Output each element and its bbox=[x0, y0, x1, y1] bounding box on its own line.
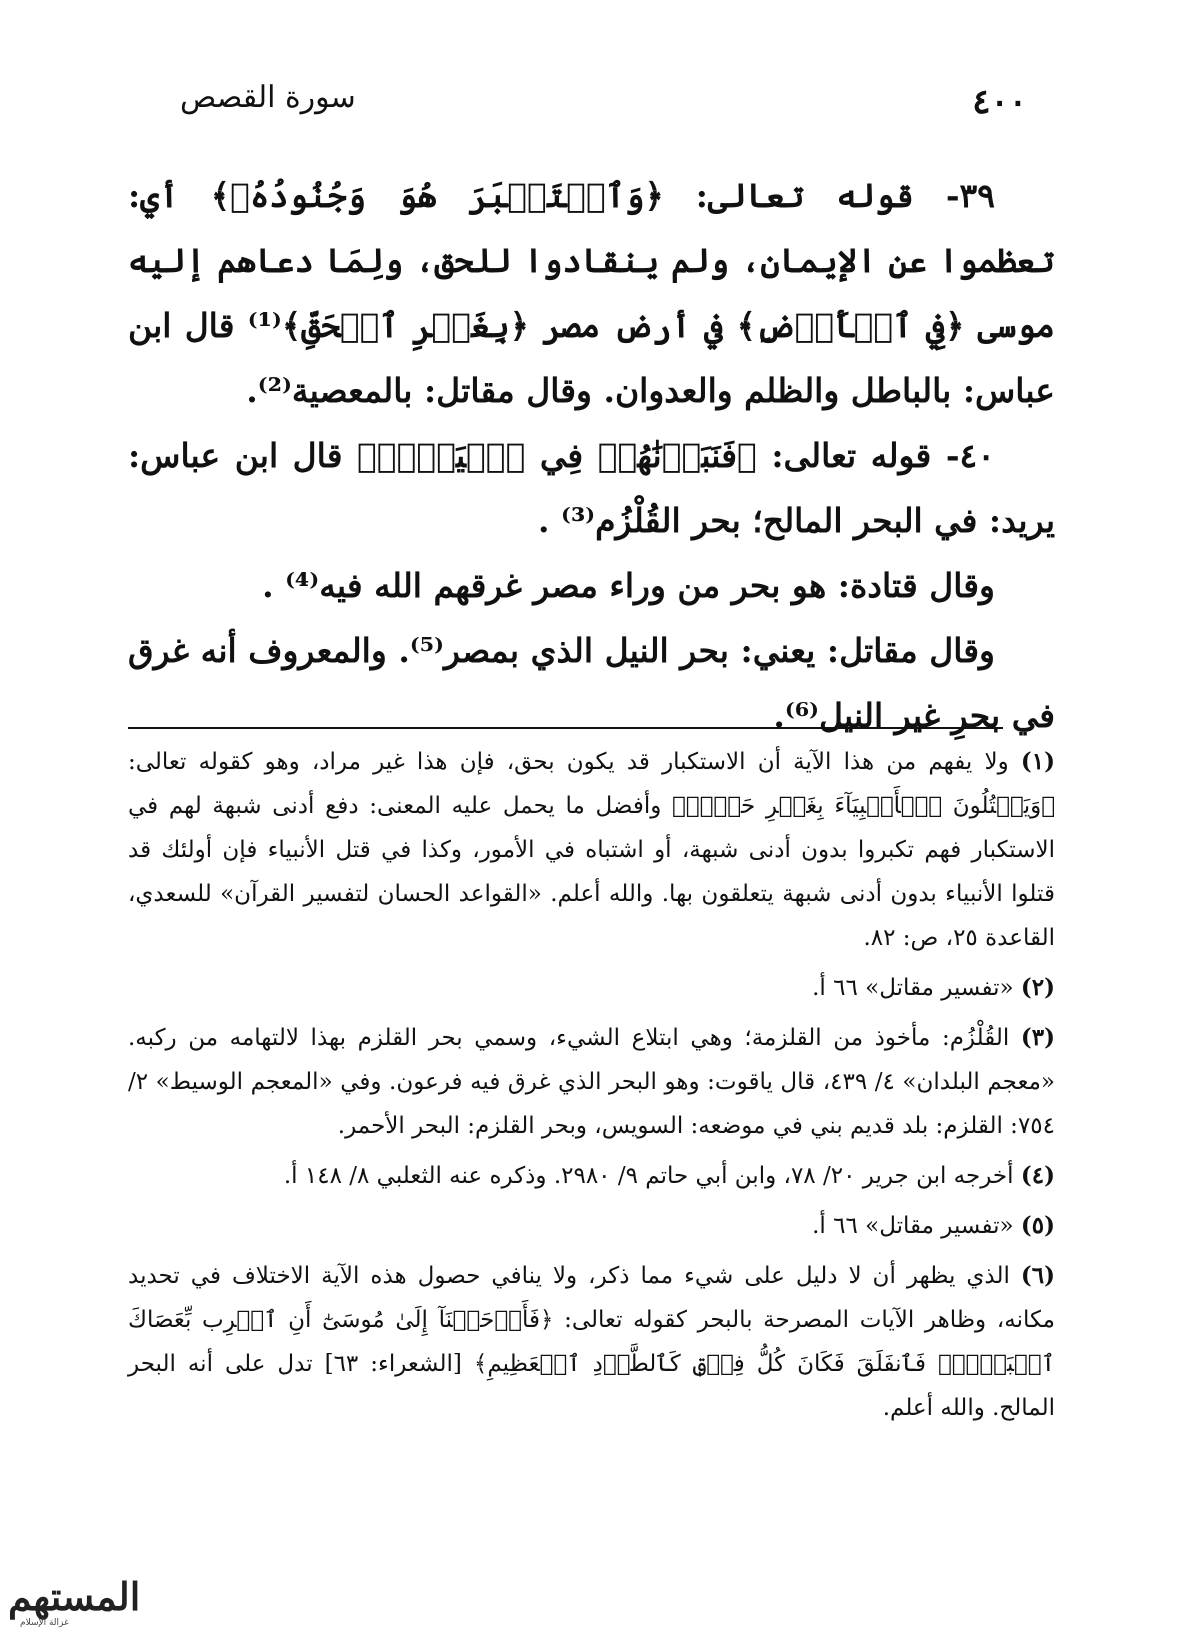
surah-name: سورة القصص bbox=[180, 80, 356, 115]
footnote-3 bbox=[128, 1016, 1055, 1148]
logo-text: المستهم bbox=[8, 1574, 141, 1619]
footnote-text: «تفسير مقاتل» ٦٦ أ. bbox=[812, 975, 1014, 1001]
page-number: ٤٠٠ bbox=[972, 82, 1027, 122]
footnote-text: «تفسير مقاتل» ٦٦ أ. bbox=[812, 1213, 1014, 1239]
publisher-logo bbox=[6, 1570, 141, 1636]
footnote-number: (٥) bbox=[1020, 1212, 1055, 1239]
footnote-number: (٣) bbox=[1020, 1024, 1056, 1051]
paragraph-verse-40: ٤٠- قوله تعالى: ﴿فَنَبَذۡنَٰهُمۡ فِي ٱلۡيَمِّۖ﴾ قال ابن عباس: يريد: في البحر المالح؛ بحر القُلْزُم⁽³⁾ . bbox=[128, 436, 1055, 540]
footnote-2 bbox=[128, 966, 1055, 1010]
paragraph-verse-39: ٣٩- قوله تعالى: ﴿وَٱسۡتَكۡبَرَ هُوَ وَجُنُودُهُۥ﴾ أي: تعظموا عن الإيمان، ولم ينقادوا للحق، ولِمَا دعاهم إليه موسى ﴿فِي ٱلۡأَرۡضِ﴾ في أرض مصر ﴿بِغَيۡرِ ٱلۡحَقِّ﴾⁽¹⁾ قال ابن عباس: بالباطل والظلم والعدوان. وقال مقاتل: بالمعصية⁽²⁾. bbox=[128, 176, 1055, 410]
page-header bbox=[150, 78, 1035, 128]
footnotes bbox=[128, 740, 1055, 1436]
paragraph-muqatil: وقال مقاتل: يعني: بحر النيل الذي بمصر⁽⁵⁾. والمعروف أنه غرق في بحرِ غير النيل⁽⁶⁾. bbox=[128, 631, 1055, 735]
footnote-number: (١) bbox=[1020, 748, 1055, 775]
footnote-5 bbox=[128, 1204, 1055, 1248]
footnote-divider bbox=[128, 727, 1003, 729]
paragraph-qatada: وقال قتادة: هو بحر من وراء مصر غرقهم الله فيه⁽⁴⁾ . bbox=[262, 566, 995, 605]
footnote-number: (٤) bbox=[1020, 1162, 1055, 1189]
footnote-4 bbox=[128, 1154, 1055, 1198]
footnote-text: الذي يظهر أن لا دليل على شيء مما ذكر، ولا ينافي حصول هذه الآية الاختلاف في تحديد مكانه، وظاهر الآيات المصرحة بالبحر كقوله تعالى: ﴿فَأَوۡحَيۡنَآ إِلَىٰ مُوسَىٰٓ أَنِ ٱضۡرِب بِّعَصَاكَ ٱلۡبَحۡرَۖ فَٱنفَلَقَ فَكَانَ كُلُّ فِرۡقٖ كَٱلطَّوۡدِ ٱلۡعَظِيمِ﴾ [الشعراء: ٦٣] تدل على أنه البحر المالح. والله أعلم. bbox=[128, 1263, 1055, 1421]
logo-subtext: غزالة الإسلام bbox=[20, 1618, 69, 1628]
footnote-text: القُلْزُم: مأخوذ من القلزمة؛ وهي ابتلاع الشيء، وسمي بحر القلزم بهذا لالتهامه من ركبه. «معجم البلدان» ٤/ ٤٣٩، قال ياقوت: وهو البحر الذي غرق فيه فرعون. وفي «المعجم الوسيط» ٢/ ٧٥٤: القلزم: بلد قديم بني في موضعه: السويس، وبحر القلزم: البحر الأحمر. bbox=[128, 1025, 1055, 1139]
footnote-text: أخرجه ابن جرير ٢٠/ ٧٨، وابن أبي حاتم ٩/ ٢٩٨٠. وذكره عنه الثعلبي ٨/ ١٤٨ أ. bbox=[283, 1163, 1014, 1189]
footnote-number: (٢) bbox=[1020, 974, 1055, 1001]
footnote-text: ولا يفهم من هذا الآية أن الاستكبار قد يكون بحق، فإن هذا غير مراد، وهو كقوله تعالى: ﴿وَيَقۡتُلُونَ ٱلۡأَنۢبِيَآءَ بِغَيۡرِ حَقّٖۚ﴾ وأفضل ما يحمل عليه المعنى: دفع أدنى شبهة لهم في الاستكبار فهم تكبروا بدون أدنى شبهة، أو اشتباه في الأمور، وكذا في قتل الأنبياء فإن أولئك قد قتلوا الأنبياء بدون أدنى شبهة يتعلقون بها. والله أعلم. «القواعد الحسان لتفسير القرآن» للسعدي، القاعدة ٢٥، ص: ٨٢. bbox=[128, 749, 1055, 951]
footnote-6 bbox=[128, 1254, 1055, 1430]
main-text bbox=[128, 163, 1055, 748]
footnote-1 bbox=[128, 740, 1055, 960]
footnote-number: (٦) bbox=[1020, 1262, 1056, 1289]
